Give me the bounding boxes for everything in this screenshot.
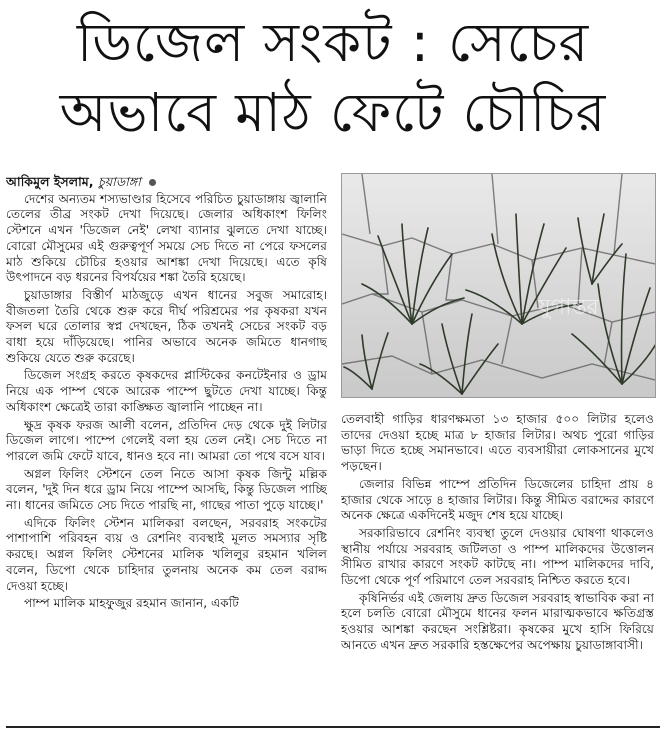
paragraph: কৃষিনির্ভর এই জেলায় দ্রুত ডিজেল সরবরাহ স্বাভাবিক করা না হলে চলতি বোরো মৌসুমে ধানের ফলন মারাত্মকভাবে ক্ষতিগ্রস্ত হওয়ার আশঙ্কা করছেন সংশ্লিষ্টরা। কৃষকের মুখে হাসি ফিরিয়ে আনতে এখন দ্রুত সরকারি হস্তক্ষেপের অপেক্ষায় চুয়াডাঙ্গাবাসী।: [341, 590, 654, 652]
article-column-left: [6, 174, 327, 714]
rice-field-cracked-soil-photo: [341, 173, 656, 398]
paragraph: সরকারিভাবে রেশনিং ব্যবস্থা তুলে দেওয়ার ঘোষণা থাকলেও স্থানীয় পর্যায়ে সরবরাহ জটিলতা ও পাম্প মালিকদের উত্তোলন সীমিত রাখার কারণে সংকট কাটছে না। পাম্প মালিকদের দাবি, ডিপো থেকে পূর্ণ পরিমাণে তেল সরবরাহ নিশ্চিত করতে হবে।: [341, 525, 654, 588]
bullet-icon: [149, 179, 156, 186]
byline-place: চুয়াডাঙ্গা: [97, 174, 141, 189]
headline-line-2: অভাবে মাঠ ফেটে চৌচির: [59, 81, 607, 144]
byline: [6, 174, 327, 190]
paragraph: ক্ষুদ্র কৃষক ফরজ আলী বলেন, প্রতিদিন দেড় থেকে দুই লিটার ডিজেল লাগে। পাম্পে গেলেই বলা হয় তেল নেই। সেচ দিতে না পারলে জমি ফেটে যাবে, ধানও হবে না। আমরা তো পথে বসে যাব।: [6, 417, 327, 463]
headline: [6, 8, 660, 154]
photo-watermark: যুগান্তর: [538, 295, 599, 320]
paragraph: তেলবাহী গাড়ির ধারণক্ষমতা ১৩ হাজার ৫০০ লিটার হলেও তাদের দেওয়া হচ্ছে মাত্র ৮ হাজার লিটার। অথচ পুরো গাড়ির ভাড়া দিতে হচ্ছে সমানভাবে। এতে ব্যবসায়ীরা লোকসানের মুখে পড়ছেন।: [341, 412, 654, 474]
article-column-right: [341, 412, 654, 718]
paragraph: দেশের অন্যতম শস্যভাণ্ডার হিসেবে পরিচিত চুয়াডাঙ্গায় জ্বালানি তেলের তীব্র সংকট দেখা দিয়েছে। জেলার অধিকাংশ ফিলিং স্টেশনে এখন 'ডিজেল নেই' লেখা ব্যানার ঝুলতে দেখা যাচ্ছে। বোরো মৌসুমের এই গুরুত্বপূর্ণ সময়ে সেচ দিতে না পেরে ফসলের মাঠ শুকিয়ে চৌচির হওয়ার আশঙ্কা দেখা দিয়েছে। এতে কৃষি উৎপাদনে বড় ধরনের বিপর্যয়ের শঙ্কা তৈরি হয়েছে।: [6, 191, 327, 285]
paragraph: অগ্নল ফিলিং স্টেশনে তেল নিতে আসা কৃষক জিন্টু মল্লিক বলেন, 'দুই দিন ধরে ড্রাম নিয়ে পাম্পে আসছি, কিন্তু ডিজেল পাচ্ছি না। ধানের জমিতে সেচ দিতে পারছি না, গাছের পাতা পুড়ে যাচ্ছে।': [6, 466, 327, 513]
paragraph: পাম্প মালিক মাহফুজুর রহমান জানান, একটি: [24, 596, 239, 611]
paragraph: ডিজেল সংগ্রহ করতে কৃষকদের প্লাস্টিকের কনটেইনার ও ড্রাম নিয়ে এক পাম্প থেকে আরেক পাম্পে ছুটতে দেখা যাচ্ছে। কিন্তু অধিকাংশ ক্ষেত্রেই তারা কাঙ্ক্ষিত জ্বালানি পাচ্ছেন না।: [6, 368, 327, 414]
bottom-rule: [6, 726, 660, 728]
byline-author: আকিমুল ইসলাম,: [6, 174, 94, 189]
photo-illustration: [342, 174, 655, 397]
paragraph: এদিকে ফিলিং স্টেশন মালিকরা বলছেন, সরবরাহ সংকটের পাশাপাশি পরিবহন ব্যয় ও রেশনিং ব্যবস্থাই মূলত সমস্যার সৃষ্টি করছে। অগ্নল ফিলিং স্টেশনের মালিক খলিলুর রহমান খলিল বলেন, ডিপো থেকে চাহিদার তুলনায় অনেক কম তেল বরাদ্দ দেওয়া হচ্ছে।: [6, 515, 327, 593]
paragraph: চুয়াডাঙ্গার বিস্তীর্ণ মাঠজুড়ে এখন ধানের সবুজ সমারোহ। বীজতলা তৈরি থেকে শুরু করে দীর্ঘ পরিশ্রমের পর কৃষকরা যখন ফসল ঘরে তোলার স্বপ্ন দেখছেন, ঠিক তখনই সেচের সংকট বড় বাধা হয়ে দাঁড়িয়েছে। পানির অভাবে অনেক জমিতে ধানগাছ শুকিয়ে যেতে শুরু করেছে।: [6, 287, 327, 365]
paragraph: জেলার বিভিন্ন পাম্পে প্রতিদিন ডিজেলের চাহিদা প্রায় ৪ হাজার থেকে সাড়ে ৪ হাজার লিটার। কিন্তু সীমিত বরাদ্দের কারণে অনেক ক্ষেত্রে একদিনেই মজুদ শেষ হয়ে যাচ্ছে।: [341, 476, 654, 523]
headline-line-1: ডিজেল সংকট : সেচের: [76, 11, 590, 74]
